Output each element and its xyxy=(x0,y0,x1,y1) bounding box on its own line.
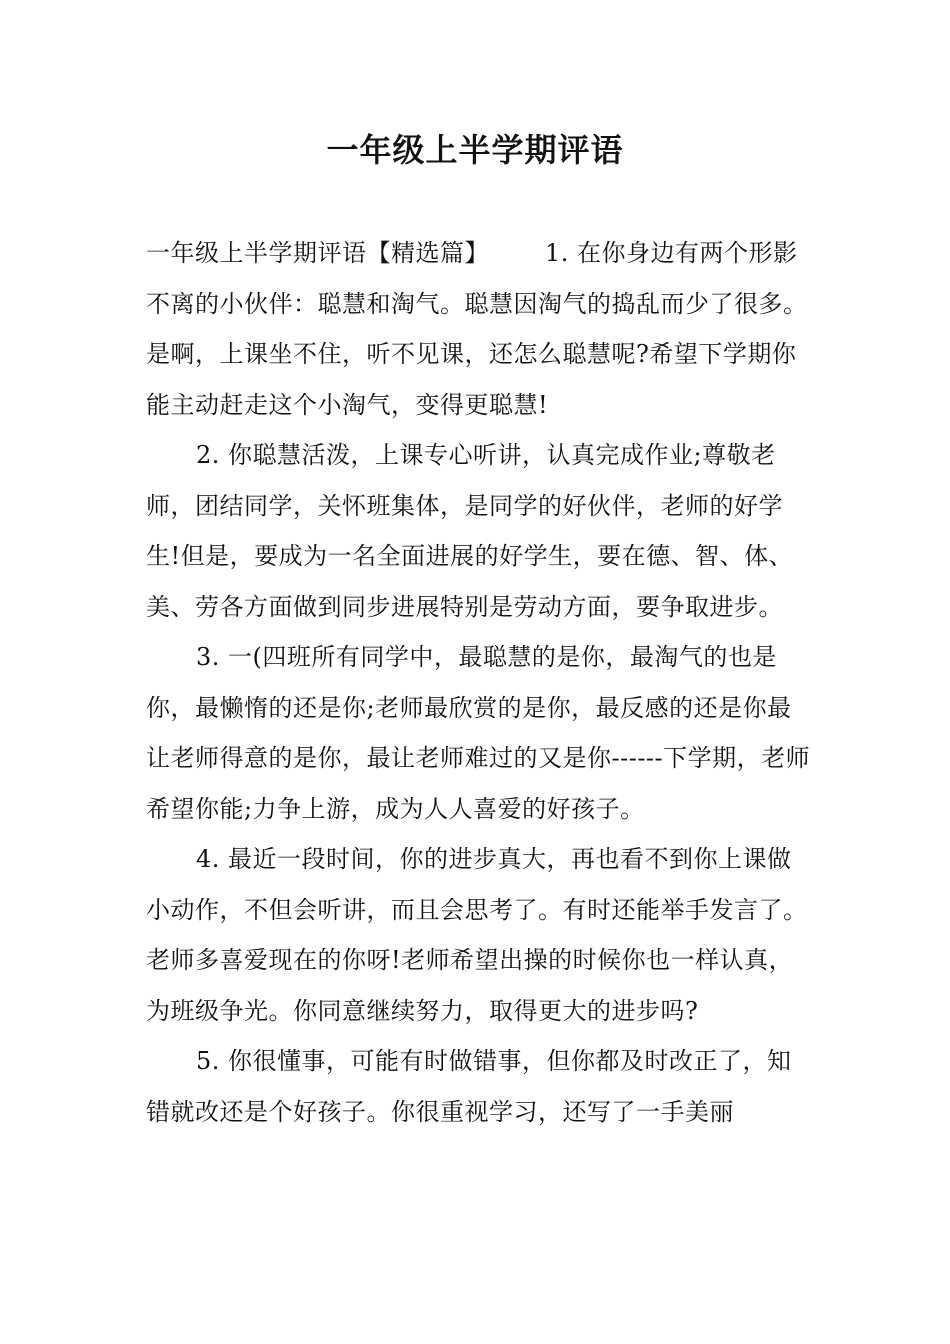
paragraph-intro xyxy=(146,228,811,430)
intro-heading: 一年级上半学期评语【精选篇】 xyxy=(146,239,489,267)
paragraph-4: 4. 最近一段时间，你的进步真大，再也看不到你上课做小动作，不但会听讲，而且会思考了。有时还能举手发言了。老师多喜爱现在的你呀!老师希望出操的时候你也一样认真，为班级争光。你同意继续努力，取得更大的进步吗? xyxy=(146,845,808,1025)
page-title: 一年级上半学期评语 xyxy=(326,131,624,169)
paragraph-5: 5. 你很懂事，可能有时做错事，但你都及时改正了，知错就改还是个好孩子。你很重视学习，还写了一手美丽 xyxy=(146,1047,792,1126)
document-body xyxy=(146,228,811,1137)
paragraph-2: 2. 你聪慧活泼，上课专心听讲，认真完成作业;尊敬老师，团结同学，关怀班集体，是同学的好伙伴，老师的好学生!但是，要成为一名全面进展的好学生，要在德、智、体、美、劳各方面做到同步进展特别是劳动方面，要争取进步。 xyxy=(146,441,794,621)
paragraph-3: 3. 一(四班所有同学中，最聪慧的是你，最淘气的也是你，最懒惰的还是你;老师最欣赏的是你，最反感的还是你最让老师得意的是你，最让老师难过的又是你------下学期，老师希望你能;力争上游，成为人人喜爱的好孩子。 xyxy=(146,643,811,823)
paragraph-1: 1. 在你身边有两个形影不离的小伙伴：聪慧和淘气。聪慧因淘气的捣乱而少了很多。是啊，上课坐不住，听不见课，还怎么聪慧呢?希望下学期你能主动赶走这个小淘气，变得更聪慧! xyxy=(146,239,808,419)
